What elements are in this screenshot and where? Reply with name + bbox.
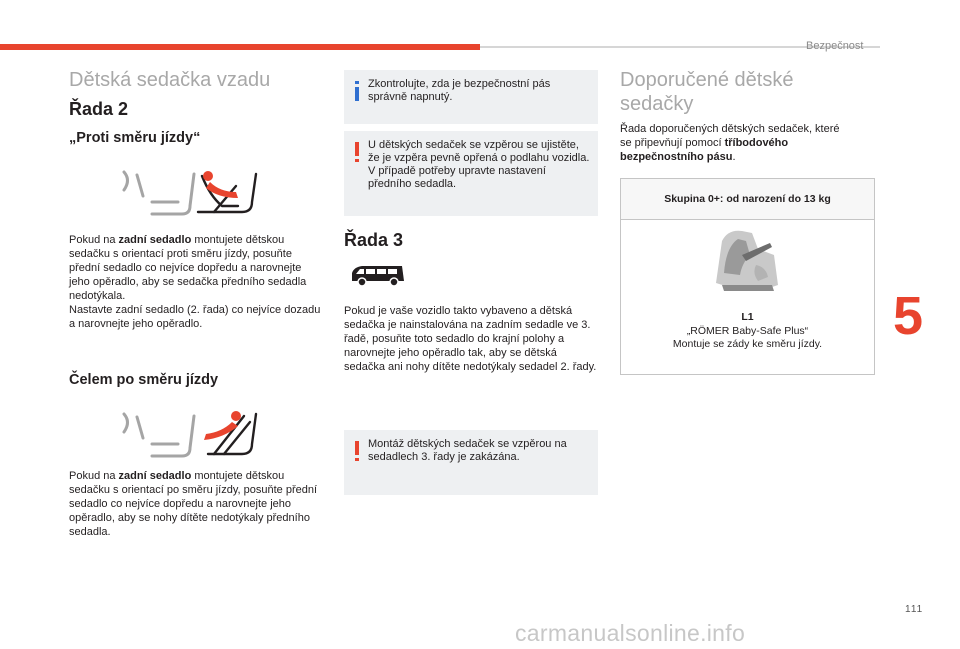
warning-mark-icon [351,441,363,461]
warning-mark-icon [351,142,363,162]
header-accent-bar [0,44,480,50]
row3-text: Pokud je vaše vozidlo takto vybaveno a dětská sedačka je nainstalována na zadním sedadle ve 3. řadě, posuňte toto sedadlo do krajní polohy a narovnejte jeho opěradlo tak, aby se dětská sedačka ani nohy dítěte nedotýkaly sedadel 2. řady. [344,305,597,373]
info-notice-text: Zkontrolujte, zda je bezpečnostní pás správně napnutý. [368,78,551,103]
table-group-header: Skupina 0+: od narození do 13 kg [621,179,874,220]
warning-notice-row3 [344,430,598,495]
warning-notice-strut [344,131,598,216]
section-label: Bezpečnost [806,40,864,52]
page-title: Dětská sedačka vzadu [69,69,271,91]
watermark: carmanualsonline.info [515,620,746,646]
recommended-title: Doporučené dětské sedačky [620,69,794,115]
chapter-number: 5 [893,286,924,346]
info-mark-icon [351,81,363,101]
row2-heading: Řada 2 [69,99,129,119]
rear-facing-text: Pokud na zadní sedadlo montujete dětskou sedačku s orientací proti směru jízdy, posuňte přední sedadlo co nejvíce dopředu a narovnejte jeho opěradlo, aby se sedačka předního sedadla nedotýkala. Nastavte zadní sedadlo (2. řada) co nejvíce dozadu a narovnejte jeho opěradlo. [69,234,321,330]
forward-facing-text: Pokud na zadní sedadlo montujete dětskou sedačku s orientací po směru jízdy, posuňte přední sedadlo co nejvíce dopředu a narovnejte jeho opěradlo, aby se nohy dítěte nedotýkaly předního sedadla. [69,470,318,538]
van-icon [348,265,406,287]
forward-facing-seat-diagram-icon [118,408,260,460]
page-number: 111 [905,604,924,615]
child-seat-table [620,178,875,375]
row3-heading: Řada 3 [344,230,404,250]
info-notice [344,70,598,124]
seat-note: Montuje se zády ke směru jízdy. [672,338,823,350]
seat-code: L1 [741,311,754,323]
rear-facing-heading: „Proti směru jízdy“ [69,130,201,146]
seat-name: „RÖMER Baby-Safe Plus“ [686,325,809,337]
child-seat-photo [712,225,782,297]
forward-facing-heading: Čelem po směru jízdy [69,372,219,388]
warning-notice-text: U dětských sedaček se vzpěrou se ujistěte, že je vzpěra pevně opřená o podlahu vozidla. V případě potřeby upravte nastavení předního sedadla. [368,139,590,190]
rear-facing-seat-diagram-icon [118,166,260,218]
recommended-intro: Řada doporučených dětských sedaček, které se připevňují pomocí tříbodového bezpečnostního pásu. [620,123,840,163]
warning-notice-row3-text: Montáž dětských sedaček se vzpěrou na sedadlech 3. řady je zakázána. [368,438,567,463]
